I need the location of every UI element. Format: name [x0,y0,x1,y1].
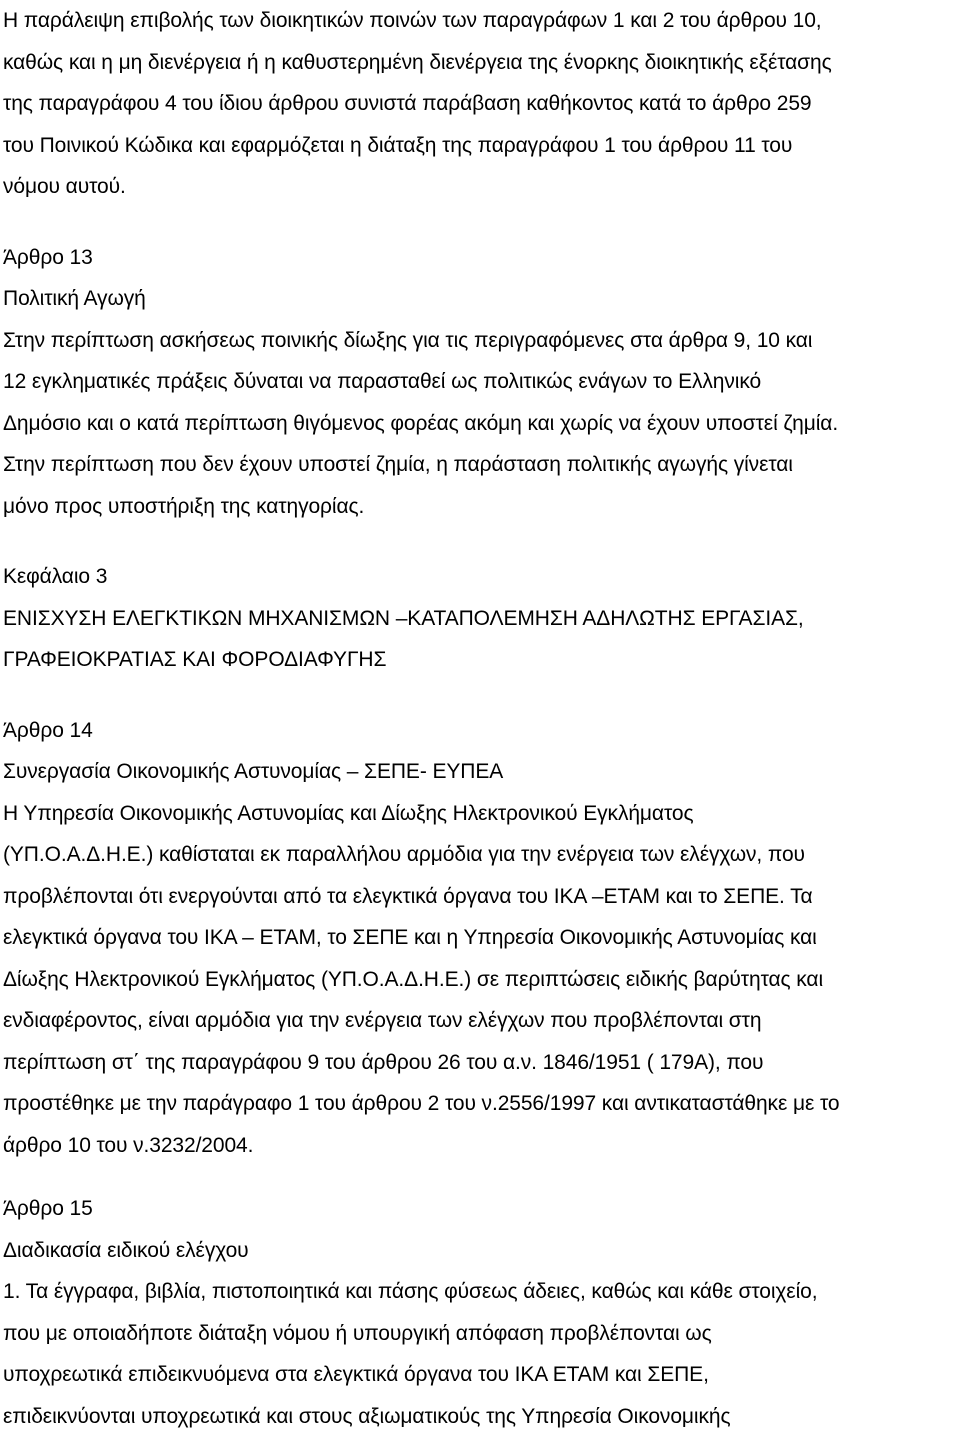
document-page [3,0,959,1437]
text-line: ελεγκτικά όργανα του ΙΚΑ – ΕΤΑΜ, το ΣΕΠΕ και η Υπηρεσία Οικονομικής Αστυνομίας και [3,917,959,959]
text-line: επιδεικνύονται υποχρεωτικά και στους αξιωματικούς της Υπηρεσία Οικονομικής [3,1396,959,1437]
spacer [3,527,959,556]
text-line: άρθρο 10 του ν.3232/2004. [3,1125,959,1167]
text-line: υποχρεωτικά επιδεικνυόμενα στα ελεγκτικά όργανα του ΙΚΑ ΕΤΑΜ και ΣΕΠΕ, [3,1354,959,1396]
article-heading: Άρθρο 15 [3,1188,959,1230]
article-heading: Άρθρο 14 [3,710,959,752]
text-line: του Ποινικού Κώδικα και εφαρμόζεται η διάταξη της παραγράφου 1 του άρθρου 11 του [3,125,959,167]
text-line: προστέθηκε με την παράγραφο 1 του άρθρου 2 του ν.2556/1997 και αντικαταστάθηκε με το [3,1083,959,1125]
intro-paragraph [3,0,959,208]
article-title: Διαδικασία ειδικού ελέγχου [3,1230,959,1272]
text-line: που με οποιαδήποτε διάταξη νόμου ή υπουργική απόφαση προβλέπονται ως [3,1313,959,1355]
article-13 [3,237,959,528]
text-line: μόνο προς υποστήριξη της κατηγορίας. [3,486,959,528]
article-15 [3,1188,959,1437]
chapter-title-line: ΕΝΙΣΧΥΣΗ ΕΛΕΓΚΤΙΚΩΝ ΜΗΧΑΝΙΣΜΩΝ –ΚΑΤΑΠΟΛΕΜΗΣΗ ΑΔΗΛΩΤΗΣ ΕΡΓΑΣΙΑΣ, [3,598,959,640]
text-line: Στην περίπτωση που δεν έχουν υποστεί ζημία, η παράσταση πολιτικής αγωγής γίνεται [3,444,959,486]
text-line: καθώς και η μη διενέργεια ή η καθυστερημένη διενέργεια της ένορκης διοικητικής εξέτασης [3,42,959,84]
article-heading: Άρθρο 13 [3,237,959,279]
text-line: 1. Τα έγγραφα, βιβλία, πιστοποιητικά και πάσης φύσεως άδειες, καθώς και κάθε στοιχείο, [3,1271,959,1313]
article-14 [3,710,959,1167]
text-line: περίπτωση στ΄ της παραγράφου 9 του άρθρου 26 του α.ν. 1846/1951 ( 179Α), που [3,1042,959,1084]
text-line: Η Υπηρεσία Οικονομικής Αστυνομίας και Δίωξης Ηλεκτρονικού Εγκλήματος [3,793,959,835]
text-line: νόμου αυτού. [3,166,959,208]
text-line: Στην περίπτωση ασκήσεως ποινικής δίωξης για τις περιγραφόμενες στα άρθρα 9, 10 και [3,320,959,362]
chapter-title-line: ΓΡΑΦΕΙΟΚΡΑΤΙΑΣ ΚΑΙ ΦΟΡΟΔΙΑΦΥΓΗΣ [3,639,959,681]
text-line: Δίωξης Ηλεκτρονικού Εγκλήματος (ΥΠ.Ο.Α.Δ.Η.Ε.) σε περιπτώσεις ειδικής βαρύτητας και [3,959,959,1001]
text-line: ενδιαφέροντος, είναι αρμόδια για την ενέργεια των ελέγχων που προβλέπονται στη [3,1000,959,1042]
chapter-heading: Κεφάλαιο 3 [3,556,959,598]
text-line: προβλέπονται ότι ενεργούνται από τα ελεγκτικά όργανα του ΙΚΑ –ΕΤΑΜ και το ΣΕΠΕ. Τα [3,876,959,918]
text-line: Δημόσιο και ο κατά περίπτωση θιγόμενος φορέας ακόμη και χωρίς να έχουν υποστεί ζημία. [3,403,959,445]
text-line: της παραγράφου 4 του ίδιου άρθρου συνιστά παράβαση καθήκοντος κατά το άρθρο 259 [3,83,959,125]
text-line: Η παράλειψη επιβολής των διοικητικών ποινών των παραγράφων 1 και 2 του άρθρου 10, [3,0,959,42]
chapter-3 [3,556,959,681]
article-title: Πολιτική Αγωγή [3,278,959,320]
text-line: (ΥΠ.Ο.Α.Δ.Η.Ε.) καθίσταται εκ παραλλήλου αρμόδια για την ενέργεια των ελέγχων, που [3,834,959,876]
spacer [3,1166,959,1188]
article-title: Συνεργασία Οικονομικής Αστυνομίας – ΣΕΠΕ- ΕΥΠΕΑ [3,751,959,793]
text-line: 12 εγκληματικές πράξεις δύναται να παρασταθεί ως πολιτικώς ενάγων το Ελληνικό [3,361,959,403]
spacer [3,208,959,237]
spacer [3,681,959,710]
